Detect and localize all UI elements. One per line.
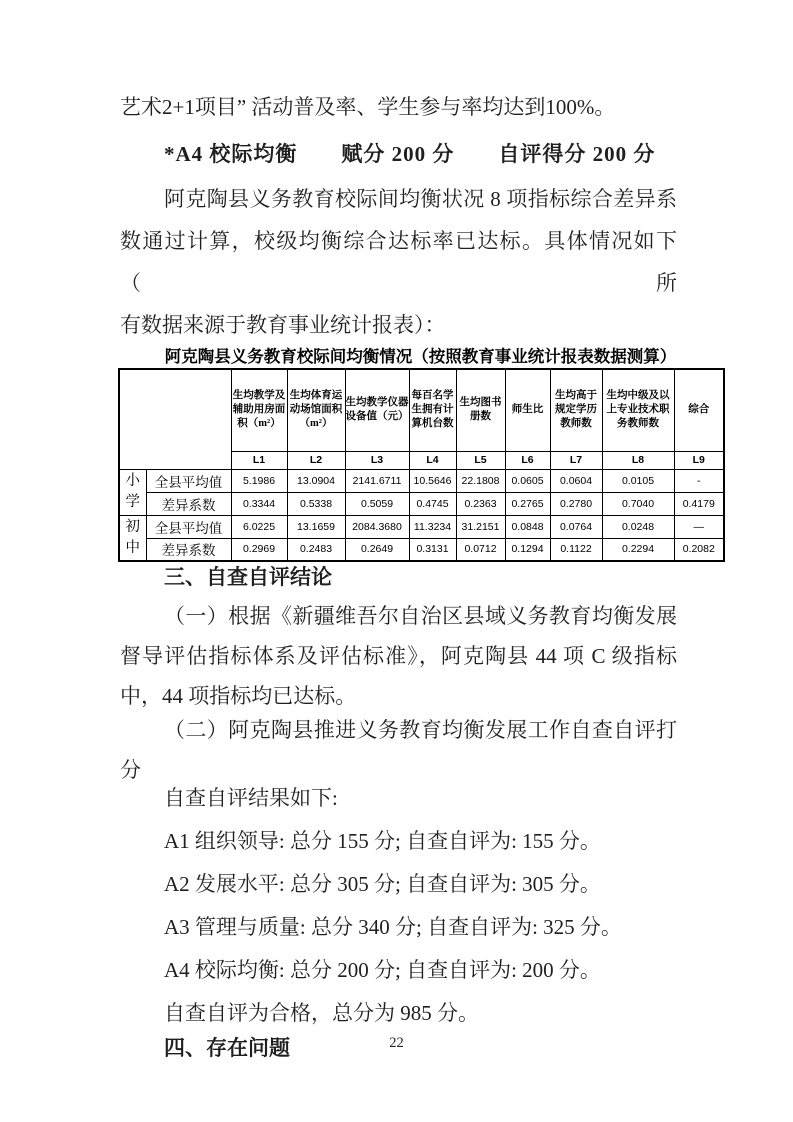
level-label: L5 <box>456 451 505 469</box>
value-cell: - <box>674 469 724 492</box>
paragraph-line: （二）阿克陶县推进义务教育均衡发展工作自查自评打 <box>164 718 677 742</box>
value-cell: 0.0764 <box>550 515 602 538</box>
table-corner-cell <box>119 369 231 469</box>
value-cell: 0.1122 <box>550 538 602 561</box>
value-cell: 0.0712 <box>456 538 505 561</box>
document-body <box>120 86 715 1065</box>
score-line: 自查自评为合格，总分为 985 分。 <box>164 1001 479 1025</box>
table-row <box>119 538 724 561</box>
value-cell: 0.3344 <box>231 492 287 515</box>
paragraph-line: （一）根据《新疆维吾尔自治区县域义务教育均衡发展 <box>164 604 677 628</box>
level-label: L9 <box>674 451 724 469</box>
value-cell: 11.3234 <box>409 515 456 538</box>
value-cell: 22.1808 <box>456 469 505 492</box>
paragraph-line: 督导评估指标体系及评估标准》，阿克陶县 44 项 C 级指标 <box>120 644 677 668</box>
level-label: L1 <box>231 451 287 469</box>
value-cell: 0.2649 <box>345 538 409 561</box>
score-line: A4 校际均衡: 总分 200 分; 自查自评为: 200 分。 <box>164 958 601 982</box>
table-row <box>119 492 724 515</box>
column-header: 每百名学生拥有计算机台数 <box>409 369 456 451</box>
value-cell: 0.1294 <box>505 538 550 561</box>
page-number: 22 <box>389 1035 404 1051</box>
level-label: L8 <box>602 451 674 469</box>
value-cell: 0.4745 <box>409 492 456 515</box>
value-cell: 0.2765 <box>505 492 550 515</box>
value-cell: 5.1986 <box>231 469 287 492</box>
value-cell: 0.0105 <box>602 469 674 492</box>
score-line: A1 组织领导: 总分 155 分; 自查自评为: 155 分。 <box>164 829 601 853</box>
paragraph-line: 阿克陶县义务教育校际间均衡状况 8 项指标综合差异系 <box>164 187 677 211</box>
value-cell: 0.2363 <box>456 492 505 515</box>
paragraph-line: 分 <box>120 758 141 782</box>
value-cell: 0.0248 <box>602 515 674 538</box>
value-cell: 6.0225 <box>231 515 287 538</box>
paragraph-line: 中，44 项指标均已达标。 <box>120 684 357 708</box>
level-label: L2 <box>287 451 345 469</box>
table-row <box>119 469 724 492</box>
value-cell: 2084.3680 <box>345 515 409 538</box>
score-line: A3 管理与质量: 总分 340 分; 自查自评为: 325 分。 <box>164 915 622 939</box>
balance-table <box>118 368 725 562</box>
column-header: 师生比 <box>505 369 550 451</box>
value-cell: 2141.6711 <box>345 469 409 492</box>
level-label: L7 <box>550 451 602 469</box>
value-cell: 10.5646 <box>409 469 456 492</box>
value-cell: 0.5059 <box>345 492 409 515</box>
value-cell: 0.2082 <box>674 538 724 561</box>
row-label: 全县平均值 <box>146 515 231 538</box>
table-row <box>119 515 724 538</box>
value-cell: 0.2294 <box>602 538 674 561</box>
value-cell: 0.4179 <box>674 492 724 515</box>
paragraph-line: 数通过计算，校级均衡综合达标率已达标。具体情况如下（所 <box>120 229 677 295</box>
value-cell: 0.3131 <box>409 538 456 561</box>
column-header: 生均教学仪器设备值（元） <box>345 369 409 451</box>
row-label: 全县平均值 <box>146 469 231 492</box>
value-cell: 0.2969 <box>231 538 287 561</box>
value-cell: 0.2483 <box>287 538 345 561</box>
row-label: 差异系数 <box>146 492 231 515</box>
level-label: L6 <box>505 451 550 469</box>
value-cell: 0.2780 <box>550 492 602 515</box>
value-cell: 0.0848 <box>505 515 550 538</box>
value-cell: 0.0605 <box>505 469 550 492</box>
paragraph-line: 有数据来源于教育事业统计报表）： <box>120 313 446 337</box>
column-header: 生均教学及辅助用房面积（m²） <box>231 369 287 451</box>
level-label: L3 <box>345 451 409 469</box>
value-cell: 0.7040 <box>602 492 674 515</box>
value-cell: 31.2151 <box>456 515 505 538</box>
score-lines <box>120 820 677 1035</box>
value-cell: 0.0604 <box>550 469 602 492</box>
heading-a4: *A4 校际均衡 赋分 200 分 自评得分 200 分 <box>164 142 656 166</box>
level-label: L4 <box>409 451 456 469</box>
value-cell: — <box>674 515 724 538</box>
result-intro: 自查自评结果如下: <box>164 786 338 810</box>
para-item1 <box>120 596 677 716</box>
table-title: 阿克陶县义务教育校际间均衡情况（按照教育事业统计报表数据测算） <box>164 348 677 366</box>
value-cell: 0.5338 <box>287 492 345 515</box>
intro-line: 艺术2+1项目” 活动普及率、学生参与率均达到100%。 <box>120 95 616 119</box>
value-cell: 13.0904 <box>287 469 345 492</box>
row-label: 差异系数 <box>146 538 231 561</box>
column-header: 生均中级及以上专业技术职务教师数 <box>602 369 674 451</box>
column-header: 综合 <box>674 369 724 451</box>
row-group-label: 小学 <box>119 469 146 515</box>
row-group-label: 初中 <box>119 515 146 561</box>
score-line: A2 发展水平: 总分 305 分; 自查自评为: 305 分。 <box>164 872 601 896</box>
para-overview <box>120 178 677 346</box>
heading-section3: 三、自查自评结论 <box>164 566 332 589</box>
column-header: 生均高于规定学历教师数 <box>550 369 602 451</box>
value-cell: 13.1659 <box>287 515 345 538</box>
column-header: 生均体育运动场馆面积（m²） <box>287 369 345 451</box>
column-header: 生均图书册数 <box>456 369 505 451</box>
heading-section4: 四、存在问题 <box>164 1037 290 1060</box>
